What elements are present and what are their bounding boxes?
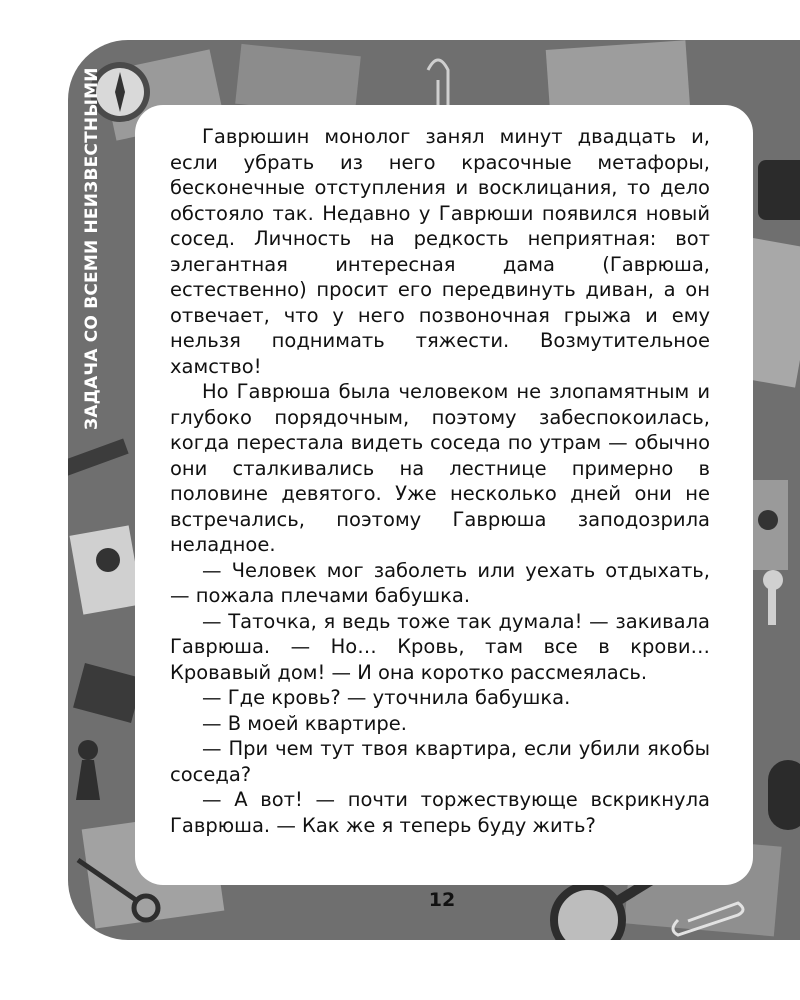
paragraph: — Где кровь? — уточнила бабушка. [202, 686, 571, 709]
paragraph: — А вот! — почти торжествующе вскрикнула Гаврюша. — Как же я теперь буду жить? [170, 788, 710, 837]
paragraph: Но Гаврюша была человеком не злопамятным и глубоко порядочным, поэтому забеспокоилась, когда перестала видеть соседа по утрам — обычно они сталкивались на лестнице примерно в половине девятого. Уже несколько дней они не встречались, поэтому Гаврюша заподозрила неладное. [170, 380, 710, 556]
page-text [170, 124, 710, 838]
paragraph: — Человек мог заболеть или уехать отдыхать, — пожала плечами бабушка. [170, 558, 710, 607]
paragraph: — При чем тут твоя квартира, если убили якобы соседа? [170, 737, 710, 786]
book-running-title: ЗАДАЧА СО ВСЕМИ НЕИЗВЕСТНЫМИ [82, 67, 102, 430]
paragraph: — Таточка, я ведь тоже так думала! — закивала Гаврюша. — Но… Кровь, там все в крови… Кровавый дом! — И она коротко рассмеялась. [170, 609, 710, 684]
page-number: 12 [428, 889, 456, 911]
paragraph: — В моей квартире. [202, 711, 407, 735]
paragraph: Гаврюшин монолог занял минут двадцать и, если убрать из него красочные метафоры, бесконечные отступления и восклицания, то дело обстояло так. Недавно у Гаврюши появился новый сосед. Личность на редкость неприятная: вот элегантная интересная дама (Гаврюша, естественно) просит его передвинуть диван, а он отвечает, что у него позвоночная грыжа и ему нельзя поднимать тяжести. Возмутительное хамство! [170, 125, 710, 378]
